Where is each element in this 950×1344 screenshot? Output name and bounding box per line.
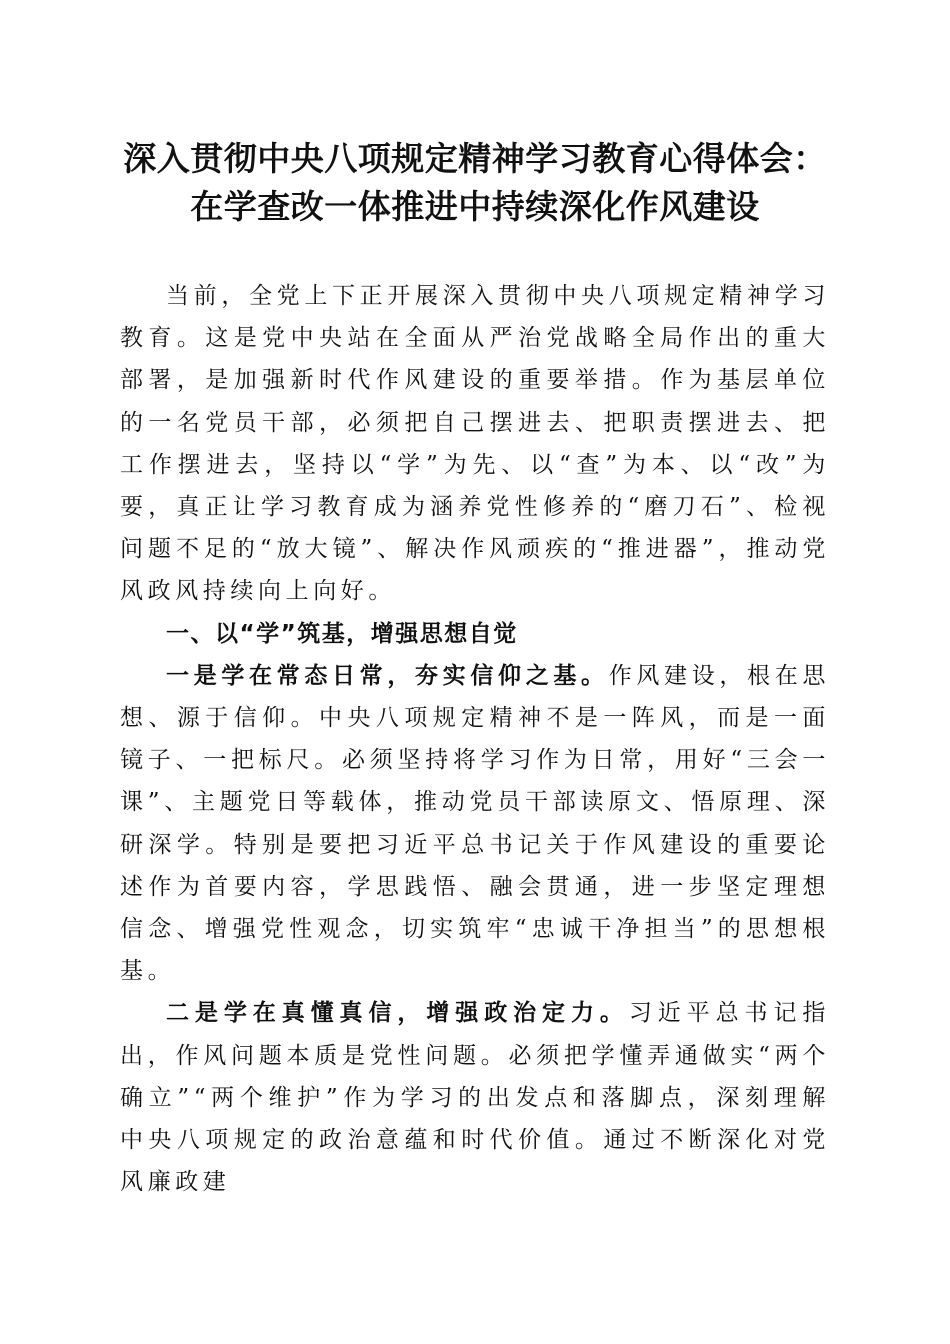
- intro-paragraph: 当前，全党上下正开展深入贯彻中央八项规定精神学习教育。这是党中央站在全面从严治党战略全局作出的重大部署，是加强新时代作风建设的重要举措。作为基层单位的一名党员干部，必须把自己摆进去、把职责摆进去、把工作摆进去，坚持以“学”为先、以“查”为本、以“改”为要，真正让学习教育成为涵养党性修养的“磨刀石”、检视问题不足的“放大镜”、解决作风顽疾的“推进器”，推动党风政风持续向上向好。: [120, 283, 830, 605]
- document-title-line-2: 在学查改一体推进中持续深化作风建设: [190, 187, 760, 226]
- document-body: [120, 275, 830, 1203]
- point1-text: 作风建设，根在思想、源于信仰。中央八项规定精神不是一阵风，而是一面镜子、一把标尺。必须坚持将学习作为日常，用好“三会一课”、主题党日等载体，推动党员干部读原文、悟原理、深研深学。特别是要把习近平总书记关于作风建设的重要论述作为首要内容，学思践悟、融会贯通，进一步坚定理想信念、增强党性观念，切实筑牢“忠诚干净担当”的思想根基。: [120, 662, 830, 985]
- section1-point1-paragraph: [120, 655, 830, 993]
- point1-lead: 一是学在常态日常，夯实信仰之基。: [166, 661, 609, 689]
- document-title-line-1: 深入贯彻中央八项规定精神学习教育心得体会：: [123, 139, 827, 178]
- point2-text: 习近平总书记指出，作风问题本质是党性问题。必须把学懂弄通做实“两个确立”“两个维护”作为学习的出发点和落脚点，深刻理解中央八项规定的政治意蕴和时代价值。通过不断深化对党风廉政建: [120, 1000, 830, 1196]
- section-heading-1: 一、以“学”筑基，增强思想自觉: [166, 620, 518, 647]
- section1-point2-paragraph: [120, 992, 830, 1203]
- point2-lead: 二是学在真懂真信，增强政治定力。: [166, 999, 629, 1027]
